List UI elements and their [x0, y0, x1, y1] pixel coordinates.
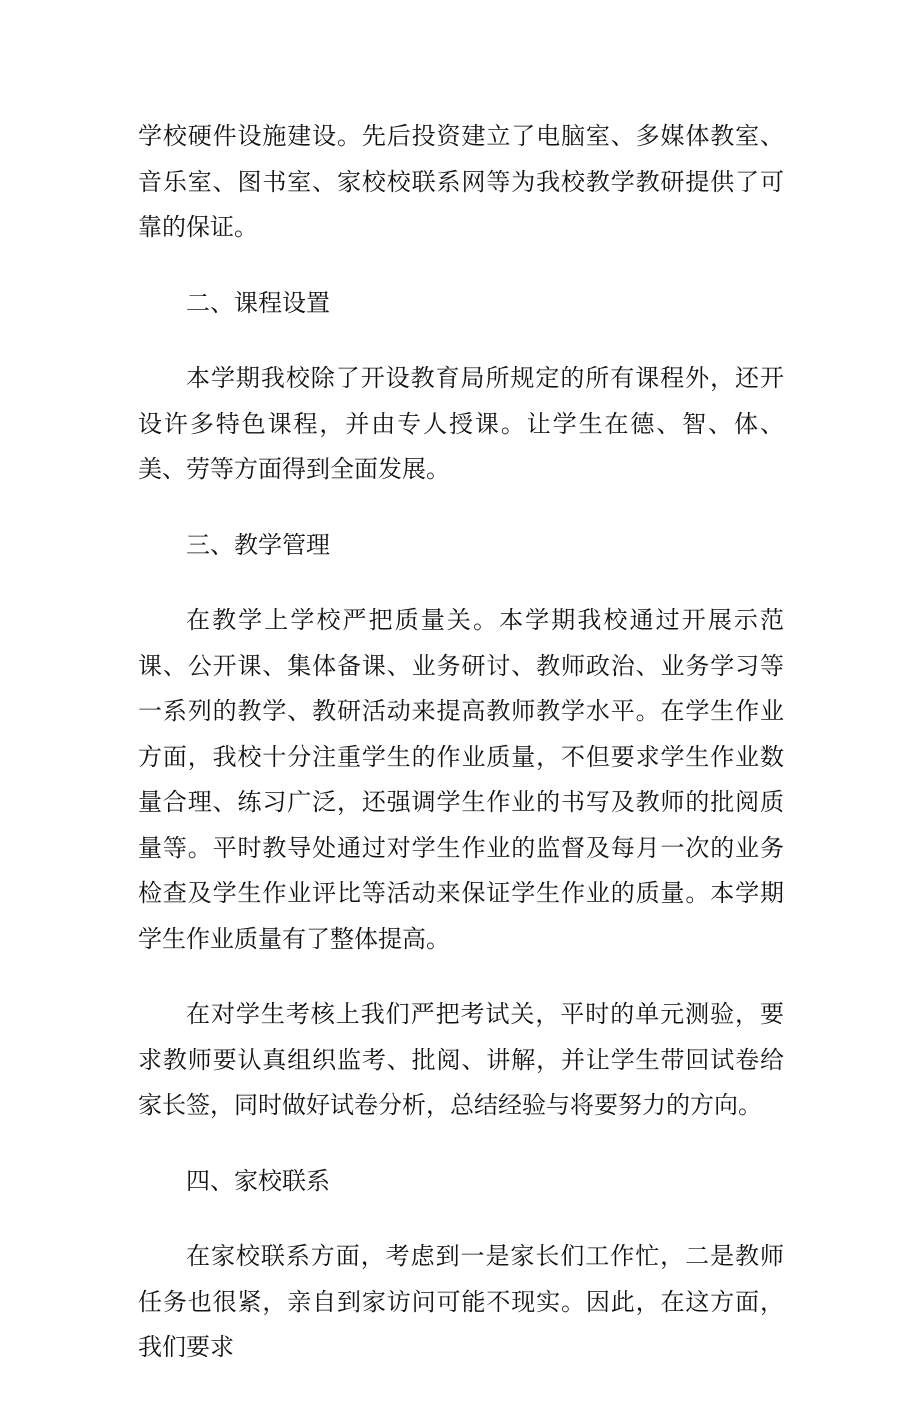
- paragraph-exams: 在对学生考核上我们严把考试关，平时的单元测验，要求教师要认真组织监考、批阅、讲解，并让学生带回试卷给家长签，同时做好试卷分析，总结经验与将要努力的方向。: [138, 1000, 784, 1119]
- paragraph-home-school: 在家校联系方面，考虑到一是家长们工作忙，二是教师任务也很紧，亲自到家访问可能不现实。因此，在这方面，我们要求: [138, 1242, 784, 1361]
- paragraph-courses: 本学期我校除了开设教育局所规定的所有课程外，还开设许多特色课程，并由专人授课。让学生在德、智、体、美、劳等方面得到全面发展。: [138, 364, 784, 483]
- document-body: [138, 114, 784, 1401]
- section-heading-teaching: 三、教学管理: [186, 530, 330, 559]
- section-heading-home-school: 四、家校联系: [186, 1166, 330, 1195]
- paragraph-teaching: 在教学上学校严把质量关。本学期我校通过开展示范课、公开课、集体备课、业务研讨、教师政治、业务学习等一系列的教学、教研活动来提高教师教学水平。在学生作业方面，我校十分注重学生的作业质量，不但要求学生作业数量合理、练习广泛，还强调学生作业的书写及教师的批阅质量等。平时教导处通过对学生作业的监督及每月一次的业务检查及学生作业评比等活动来保证学生作业的质量。本学期学生作业质量有了整体提高。: [138, 606, 784, 953]
- section-heading-courses: 二、课程设置: [186, 288, 330, 317]
- paragraph-facilities: 学校硬件设施建设。先后投资建立了电脑室、多媒体教室、音乐室、图书室、家校校联系网等为我校教学教研提供了可靠的保证。: [138, 122, 784, 241]
